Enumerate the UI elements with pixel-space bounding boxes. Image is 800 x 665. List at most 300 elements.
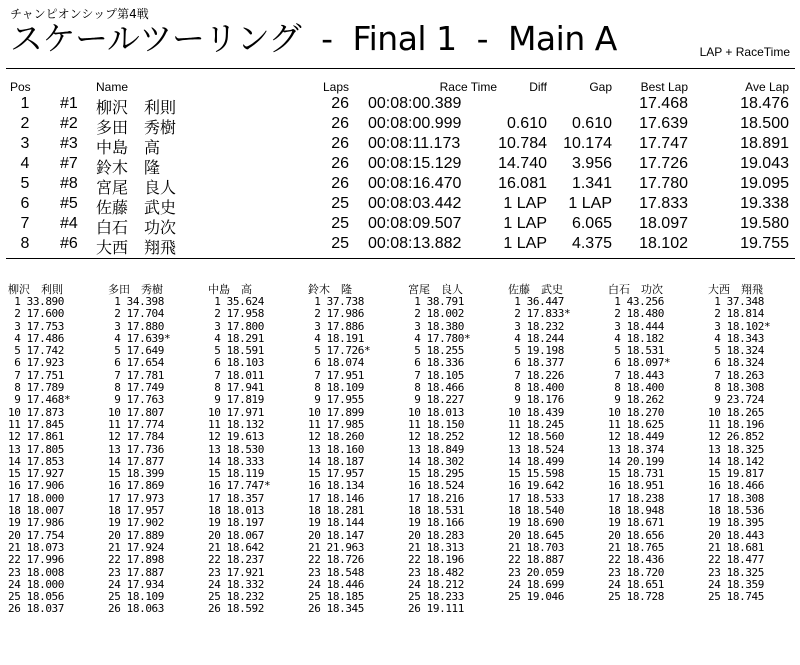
lap-time-entry: 4 18.291 [208,331,265,345]
lap-time-entry: 20 18.443 [708,528,765,542]
result-best-lap: 17.780 [639,175,688,192]
lap-time-entry: 3 18.444 [608,319,665,333]
result-laps: 26 [331,95,349,112]
lap-column [608,281,704,603]
result-car: #6 [60,235,78,252]
lap-time-entry: 7 18.263 [708,368,765,382]
result-best-lap: 17.833 [639,195,688,212]
lap-time-entry: 2 18.480 [608,307,665,321]
result-row [0,175,800,195]
result-diff: 1 LAP [503,235,547,252]
lap-time-entry: 14 17.853 [8,454,65,468]
result-race-time: 00:08:11.173 [368,135,461,152]
lap-time-entry: 18 18.948 [608,504,665,518]
col-laps-header: Laps [322,80,349,94]
result-best-lap: 18.102 [639,235,688,252]
lap-time-entry: 12 19.613 [208,430,265,444]
lap-time-entry: 22 18.237 [208,553,265,567]
lap-time-entry: 21 18.703 [508,540,565,554]
lap-time-entry: 13 18.524 [508,442,565,456]
result-race-time: 00:08:09.507 [368,215,462,232]
lap-time-entry: 16 19.642 [508,479,565,493]
lap-time-entry: 7 18.443 [608,368,665,382]
lap-time-entry: 9 18.176 [508,393,565,407]
lap-time-entry: 16 17.906 [8,479,65,493]
lap-time-entry: 15 18.295 [408,467,465,481]
result-car: #4 [60,215,78,232]
lap-time-entry: 10 17.899 [308,405,365,419]
lap-time-entry: 2 17.600 [8,307,65,321]
lap-time-entry: 8 17.789 [8,381,65,395]
lap-time-entry: 3 17.800 [208,319,265,333]
result-name: 白石 功次 [96,218,177,237]
lap-time-entry: 12 17.784 [108,430,165,444]
lap-time-entry: 5 18.255 [408,344,465,358]
lap-time-entry: 8 18.308 [708,381,765,395]
lap-time-entry: 10 17.971 [208,405,265,419]
lap-time-entry: 13 17.805 [8,442,65,456]
lap-column-driver-name: 大西 翔飛 [708,283,763,296]
lap-time-entry: 17 18.357 [208,491,265,505]
lap-time-entry: 25 18.109 [108,590,165,604]
lap-time-entry: 22 17.898 [108,553,165,567]
page-title: スケールツーリング - Final 1 - Main A [10,19,617,58]
lap-time-entry: 9 18.227 [408,393,465,407]
result-gap: 1.341 [571,175,612,192]
result-gap: 3.956 [571,155,612,172]
lap-time-entry: 19 18.671 [608,516,665,530]
lap-time-entry: 8 18.109 [308,381,365,395]
lap-time-entry: 10 18.270 [608,405,665,419]
col-ave-lap-header: Ave Lap [745,80,789,94]
lap-column [408,281,504,616]
result-name: 佐藤 武史 [96,198,177,217]
lap-time-entry: 14 20.199 [608,454,665,468]
lap-time-entry: 20 18.283 [408,528,465,542]
lap-time-entry: 17 18.308 [708,491,765,505]
lap-time-entry: 12 18.260 [308,430,365,444]
lap-time-entry: 21 21.963 [308,540,365,554]
lap-time-entry: 23 17.887 [108,565,165,579]
lap-time-entry: 17 18.146 [308,491,365,505]
result-name: 鈴木 隆 [96,158,161,177]
result-laps: 25 [331,235,349,252]
result-name: 多田 秀樹 [96,118,177,137]
lap-time-entry: 9 17.819 [208,393,265,407]
lap-time-entry: 20 17.754 [8,528,65,542]
lap-time-entry: 6 17.654 [108,356,165,370]
lap-time-entry: 6 18.324 [708,356,765,370]
result-best-lap: 18.097 [639,215,688,232]
result-ave-lap: 19.755 [740,235,789,252]
lap-time-entry: 18 18.281 [308,504,365,518]
lap-time-entry: 25 18.745 [708,590,765,604]
lap-time-entry: 12 18.560 [508,430,565,444]
lap-time-entry: 22 17.996 [8,553,65,567]
result-diff: 14.740 [498,155,547,172]
lap-time-entry: 21 18.313 [408,540,465,554]
lap-time-entry: 19 18.144 [308,516,365,530]
lap-time-entry: 7 17.951 [308,368,365,382]
result-pos: 2 [20,115,30,132]
lap-time-entry: 23 18.008 [8,565,65,579]
result-car: #8 [60,175,78,192]
result-car: #1 [60,95,78,112]
lap-column-driver-name: 柳沢 利則 [8,283,63,296]
lap-time-entry: 6 18.377 [508,356,565,370]
lap-time-entry: 15 15.598 [508,467,565,481]
lap-time-entry: 7 18.105 [408,368,465,382]
lap-time-entry: 19 18.197 [208,516,265,530]
lap-time-entry: 25 18.233 [408,590,465,604]
lap-time-entry: 11 17.774 [108,417,165,431]
lap-column [208,281,304,616]
lap-time-entry: 12 26.852 [708,430,765,444]
lap-time-entry: 25 18.728 [608,590,665,604]
result-diff: 1 LAP [503,215,547,232]
lap-time-entry: 7 17.751 [8,368,65,382]
result-race-time: 00:08:13.882 [368,235,462,252]
lap-time-entry: 7 17.781 [108,368,165,382]
result-pos: 3 [20,135,30,152]
lap-time-entry: 21 18.765 [608,540,665,554]
lap-time-entry: 13 18.374 [608,442,665,456]
lap-time-entry: 18 18.013 [208,504,265,518]
result-ave-lap: 19.095 [740,175,789,192]
lap-time-entry: 5 18.591 [208,344,265,358]
divider-top [6,68,795,69]
lap-time-entry: 20 17.889 [108,528,165,542]
result-pos: 8 [20,235,30,252]
col-pos-header: Pos [10,80,31,94]
lap-time-entry: 24 18.332 [208,577,265,591]
lap-time-entry: 18 18.531 [408,504,465,518]
lap-time-entry: 5 19.198 [508,344,565,358]
result-laps: 26 [331,115,349,132]
lap-time-entry: 20 18.656 [608,528,665,542]
result-gap: 1 LAP [568,195,612,212]
result-name: 宮尾 良人 [96,178,177,197]
lap-column-driver-name: 多田 秀樹 [108,283,163,296]
lap-time-entry: 15 18.731 [608,467,665,481]
lap-time-entry: 3 18.102* [708,319,771,333]
result-row [0,215,800,235]
result-name: 中島 高 [96,138,161,157]
lap-time-entry: 10 17.807 [108,405,165,419]
result-car: #3 [60,135,78,152]
result-race-time: 00:08:15.129 [368,155,462,172]
lap-time-entry: 14 18.333 [208,454,265,468]
result-car: #5 [60,195,78,212]
lap-time-entry: 15 17.927 [8,467,65,481]
lap-time-entry: 2 18.814 [708,307,765,321]
lap-time-entry: 3 18.380 [408,319,465,333]
lap-time-entry: 4 17.486 [8,331,65,345]
lap-time-entry: 21 18.073 [8,540,65,554]
lap-time-entry: 16 18.951 [608,479,665,493]
col-race-time-header: Race Time [439,80,497,94]
result-pos: 7 [20,215,30,232]
lap-time-entry: 14 17.877 [108,454,165,468]
result-pos: 1 [20,95,30,112]
lap-column [508,281,604,603]
lap-time-entry: 8 18.400 [508,381,565,395]
lap-column [308,281,404,616]
lap-time-entry: 15 19.817 [708,467,765,481]
result-gap: 0.610 [571,115,612,132]
lap-time-entry: 4 18.244 [508,331,565,345]
lap-time-entry: 3 17.880 [108,319,165,333]
lap-time-entry: 1 36.447 [508,295,565,308]
lap-time-entry: 6 18.336 [408,356,465,370]
lap-column [708,281,800,603]
lap-column-driver-name: 佐藤 武史 [508,283,563,296]
result-pos: 4 [20,155,30,172]
lap-time-entry: 14 18.187 [308,454,365,468]
lap-time-entry: 9 17.763 [108,393,165,407]
lap-time-entry: 2 17.704 [108,307,165,321]
lap-time-entry: 24 17.934 [108,577,165,591]
lap-time-entry: 20 18.067 [208,528,265,542]
lap-time-entry: 1 38.791 [408,295,465,308]
lap-time-entry: 20 18.645 [508,528,565,542]
result-laps: 25 [331,195,349,212]
lap-time-entry: 4 18.191 [308,331,365,345]
result-ave-lap: 19.338 [740,195,789,212]
lap-time-entry: 17 18.238 [608,491,665,505]
lap-time-entry: 17 18.533 [508,491,565,505]
result-race-time: 00:08:00.999 [368,115,462,132]
result-row [0,235,800,255]
lap-time-entry: 13 17.736 [108,442,165,456]
lap-time-entry: 23 17.921 [208,565,265,579]
lap-time-entry: 17 18.000 [8,491,65,505]
lap-time-entry: 21 17.924 [108,540,165,554]
lap-time-entry: 1 34.398 [108,295,165,308]
lap-time-entry: 22 18.436 [608,553,665,567]
result-name: 柳沢 利則 [96,98,177,117]
report-type-label: LAP + RaceTime [699,45,790,59]
lap-time-entry: 26 18.592 [208,602,265,616]
lap-time-entry: 19 17.902 [108,516,165,530]
lap-time-entry: 9 23.724 [708,393,765,407]
result-best-lap: 17.726 [639,155,688,172]
lap-time-entry: 21 18.681 [708,540,765,554]
lap-time-entry: 8 18.466 [408,381,465,395]
lap-time-entry: 22 18.726 [308,553,365,567]
result-car: #2 [60,115,78,132]
lap-time-entry: 24 18.000 [8,577,65,591]
lap-time-entry: 7 18.226 [508,368,565,382]
result-diff: 0.610 [506,115,547,132]
lap-time-entry: 23 20.059 [508,565,565,579]
lap-column-driver-name: 中島 高 [208,283,252,296]
lap-time-entry: 14 18.499 [508,454,565,468]
lap-time-entry: 4 17.780* [408,331,471,345]
lap-time-entry: 12 18.449 [608,430,665,444]
col-gap-header: Gap [589,80,612,94]
lap-time-entry: 10 18.265 [708,405,765,419]
lap-time-entry: 8 17.749 [108,381,165,395]
lap-time-entry: 13 18.849 [408,442,465,456]
lap-time-entry: 24 18.699 [508,577,565,591]
lap-time-entry: 26 18.063 [108,602,165,616]
lap-time-entry: 20 18.147 [308,528,365,542]
col-best-lap-header: Best Lap [640,80,688,94]
result-ave-lap: 18.500 [740,115,789,132]
lap-time-entry: 17 17.973 [108,491,165,505]
result-pos: 6 [20,195,30,212]
result-car: #7 [60,155,78,172]
lap-time-entry: 11 18.196 [708,417,765,431]
lap-time-entry: 3 17.886 [308,319,365,333]
result-name: 大西 翔飛 [96,238,177,257]
lap-time-entry: 16 17.747* [208,479,271,493]
lap-time-entry: 11 17.845 [8,417,65,431]
lap-time-entry: 22 18.477 [708,553,765,567]
lap-time-entry: 8 17.941 [208,381,265,395]
lap-time-entry: 16 18.134 [308,479,365,493]
lap-time-entry: 14 18.142 [708,454,765,468]
lap-time-entry: 11 17.985 [308,417,365,431]
result-row [0,155,800,175]
lap-time-entry: 5 17.649 [108,344,165,358]
lap-time-entry: 22 18.887 [508,553,565,567]
lap-time-entry: 19 18.395 [708,516,765,530]
lap-time-entry: 9 18.262 [608,393,665,407]
lap-time-entry: 11 18.245 [508,417,565,431]
result-laps: 26 [331,155,349,172]
lap-time-entry: 5 17.726* [308,344,371,358]
championship-label: チャンピオンシップ第4戦 [10,7,149,21]
lap-column [8,281,104,616]
lap-time-entry: 16 17.869 [108,479,165,493]
lap-time-entry: 24 18.212 [408,577,465,591]
divider-middle [6,258,795,259]
lap-time-entry: 3 18.232 [508,319,565,333]
lap-time-entry: 18 18.536 [708,504,765,518]
result-row [0,135,800,155]
lap-time-entry: 6 17.923 [8,356,65,370]
lap-time-entry: 4 18.343 [708,331,765,345]
lap-time-entry: 1 37.348 [708,295,765,308]
lap-time-entry: 4 17.639* [108,331,171,345]
lap-time-entry: 5 17.742 [8,344,65,358]
result-gap: 6.065 [571,215,612,232]
lap-time-entry: 24 18.359 [708,577,765,591]
lap-time-entry: 18 18.007 [8,504,65,518]
lap-time-entry: 19 17.986 [8,516,65,530]
result-row [0,115,800,135]
lap-time-entry: 10 17.873 [8,405,65,419]
lap-time-entry: 18 18.540 [508,504,565,518]
lap-time-entry: 5 18.324 [708,344,765,358]
lap-time-entry: 9 17.955 [308,393,365,407]
lap-time-entry: 5 18.531 [608,344,665,358]
lap-time-entry: 15 17.957 [308,467,365,481]
lap-time-entry: 25 19.046 [508,590,565,604]
results-header-row [0,80,800,95]
lap-time-entry: 19 18.166 [408,516,465,530]
col-name-header: Name [96,80,129,94]
lap-time-entry: 10 18.439 [508,405,565,419]
lap-time-entry: 2 17.958 [208,307,265,321]
result-gap: 4.375 [571,235,612,252]
lap-time-entry: 6 18.103 [208,356,265,370]
result-laps: 26 [331,135,349,152]
lap-time-entry: 25 18.056 [8,590,65,604]
result-pos: 5 [20,175,30,192]
result-best-lap: 17.747 [639,135,688,152]
result-row [0,195,800,215]
lap-column [108,281,204,616]
result-diff: 1 LAP [503,195,547,212]
result-laps: 25 [331,215,349,232]
lap-time-entry: 11 18.625 [608,417,665,431]
lap-time-entry: 9 17.468* [8,393,71,407]
lap-time-entry: 16 18.524 [408,479,465,493]
lap-time-entry: 16 18.466 [708,479,765,493]
result-diff: 16.081 [498,175,547,192]
lap-time-entry: 2 17.833* [508,307,571,321]
lap-time-entry: 6 18.074 [308,356,365,370]
result-best-lap: 17.468 [639,95,688,112]
results-table [0,80,800,255]
lap-time-entry: 17 18.216 [408,491,465,505]
lap-time-entry: 13 18.160 [308,442,365,456]
lap-time-entry: 11 18.150 [408,417,465,431]
lap-time-entry: 25 18.185 [308,590,365,604]
lap-column-driver-name: 白石 功次 [608,283,663,296]
lap-time-entry: 6 18.097* [608,356,671,370]
result-ave-lap: 18.891 [740,135,789,152]
lap-time-entry: 23 18.720 [608,565,665,579]
lap-time-entry: 12 18.252 [408,430,465,444]
col-diff-header: Diff [529,80,547,94]
lap-time-entry: 15 18.119 [208,467,265,481]
lap-time-entry: 26 19.111 [408,602,465,616]
lap-time-entry: 1 43.256 [608,295,665,308]
result-race-time: 00:08:00.389 [368,95,462,112]
result-best-lap: 17.639 [639,115,688,132]
lap-time-entry: 1 37.738 [308,295,365,308]
result-row [0,95,800,115]
result-ave-lap: 19.043 [740,155,789,172]
lap-time-entry: 26 18.345 [308,602,365,616]
lap-time-entry: 1 33.890 [8,295,65,308]
lap-time-entry: 10 18.013 [408,405,465,419]
result-race-time: 00:08:16.470 [368,175,462,192]
lap-time-entry: 25 18.232 [208,590,265,604]
lap-time-entry: 21 18.642 [208,540,265,554]
lap-time-entry: 19 18.690 [508,516,565,530]
lap-time-entry: 12 17.861 [8,430,65,444]
lap-time-entry: 2 18.002 [408,307,465,321]
lap-time-entry: 4 18.182 [608,331,665,345]
lap-time-entry: 8 18.400 [608,381,665,395]
result-diff: 10.784 [498,135,547,152]
lap-time-entry: 24 18.651 [608,577,665,591]
lap-time-entry: 3 17.753 [8,319,65,333]
result-ave-lap: 18.476 [740,95,789,112]
lap-time-entry: 23 18.548 [308,565,365,579]
lap-time-entry: 23 18.482 [408,565,465,579]
lap-time-entry: 23 18.325 [708,565,765,579]
result-gap: 10.174 [563,135,612,152]
lap-time-entry: 18 17.957 [108,504,165,518]
result-laps: 26 [331,175,349,192]
lap-time-entry: 14 18.302 [408,454,465,468]
